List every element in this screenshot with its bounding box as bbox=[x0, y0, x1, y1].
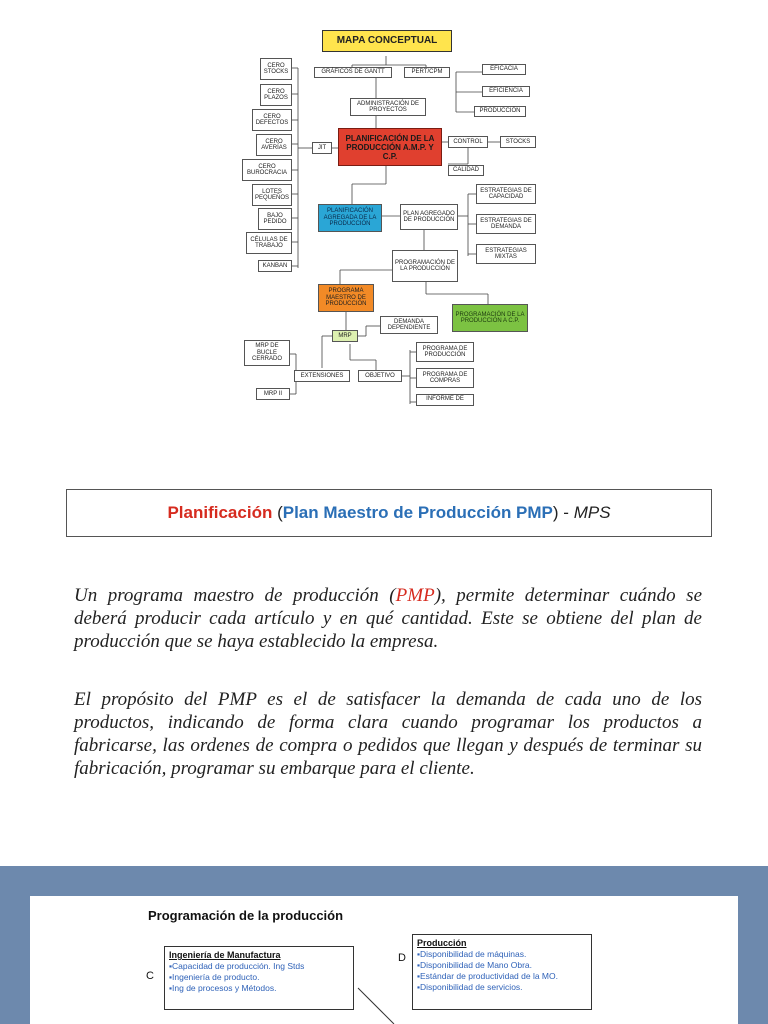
jit-item-kanban: KANBAN bbox=[258, 260, 292, 272]
manufactura-header: Ingeniería de Manufactura bbox=[169, 950, 281, 960]
heading-planificacion: Planificación bbox=[167, 503, 273, 522]
programa-produccion-node: PROGRAMA DE PRODUCCIÓN bbox=[416, 342, 474, 362]
slide-title: Programación de la producción bbox=[148, 908, 344, 923]
estrategias-demanda-node: ESTRATEGIAS DE DEMANDA bbox=[476, 214, 536, 234]
section-heading bbox=[66, 489, 712, 537]
manufactura-item: ▪Capacidad de producción. Ing Stds bbox=[169, 961, 305, 971]
demanda-dependiente-node: DEMANDA DEPENDIENTE bbox=[380, 316, 438, 334]
jit-node: JIT bbox=[312, 142, 332, 154]
heading-close-paren: ) - bbox=[552, 503, 574, 522]
plan-agregada-node: PLANIFICACIÓN AGREGADA DE LA PRODUCCIÓN bbox=[318, 204, 382, 232]
paragraph-definition bbox=[74, 584, 702, 653]
eficacia-node: EFICACIA bbox=[482, 64, 526, 75]
gantt-node: GRÁFICOS DE GANTT bbox=[314, 67, 392, 78]
concept-map-title: MAPA CONCEPTUAL bbox=[322, 30, 452, 52]
pmp-highlight: PMP bbox=[395, 585, 435, 606]
produccion-node: PRODUCCIÓN bbox=[474, 106, 526, 117]
jit-item-cero-defectos: CERO DEFECTOS bbox=[252, 109, 292, 131]
center-node: PLANIFICACIÓN DE LA PRODUCCIÓN A.M.P. Y C.P. bbox=[338, 128, 442, 166]
programa-compras-node: PROGRAMA DE COMPRAS bbox=[416, 368, 474, 388]
manufactura-box bbox=[164, 946, 354, 1010]
objetivo-node: OBJETIVO bbox=[358, 370, 402, 382]
estrategias-capacidad-node: ESTRATEGIAS DE CAPACIDAD bbox=[476, 184, 536, 204]
plan-agregado-node: PLAN AGREGADO DE PRODUCCIÓN bbox=[400, 204, 458, 230]
heading-mps: MPS bbox=[573, 503, 611, 522]
label-d: D bbox=[398, 952, 406, 964]
concept-map bbox=[226, 24, 556, 406]
mrp-ii-node: MRP II bbox=[256, 388, 290, 400]
manufactura-item: ▪Ing de procesos y Métodos. bbox=[169, 983, 277, 993]
produccion-item: ▪Disponibilidad de máquinas. bbox=[417, 949, 527, 959]
jit-item-cero-stocks: CERO STOCKS bbox=[260, 58, 292, 80]
heading-open-paren: ( bbox=[272, 503, 283, 522]
paragraph-definition-end: ), permite determinar cuándo se deberá producir cada artículo y en qué cantidad. Este se obtiene del plan de producción que se haya establecido la empresa. bbox=[74, 585, 702, 652]
pert-node: PERT/CPM bbox=[404, 67, 450, 78]
mrp-bucle-cerrado-node: MRP DE BUCLE CERRADO bbox=[244, 340, 290, 366]
jit-item-cero-averias: CERO AVERÍAS bbox=[256, 134, 292, 156]
label-c: C bbox=[146, 970, 154, 982]
jit-item-celulas-trabajo: CÉLULAS DE TRABAJO bbox=[246, 232, 292, 254]
manufactura-item: ▪Ingeniería de producto. bbox=[169, 972, 260, 982]
pmp-node: PROGRAMA MAESTRO DE PRODUCCIÓN bbox=[318, 284, 374, 312]
slide-connector bbox=[354, 986, 414, 1024]
extensiones-node: EXTENSIONES bbox=[294, 370, 350, 382]
admin-proyectos-node: ADMINISTRACIÓN DE PROYECTOS bbox=[350, 98, 426, 116]
jit-item-bajo-pedido: BAJO PEDIDO bbox=[258, 208, 292, 230]
produccion-item: ▪Disponibilidad de Mano Obra. bbox=[417, 960, 532, 970]
programacion-produccion-node: PROGRAMACIÓN DE LA PRODUCCIÓN bbox=[392, 250, 458, 282]
produccion-box bbox=[412, 934, 592, 1010]
heading-plan-maestro: Plan Maestro de Producción PMP bbox=[282, 503, 553, 522]
paragraph-definition-start: Un programa maestro de producción ( bbox=[74, 585, 396, 606]
mrp-node: MRP bbox=[332, 330, 358, 342]
slide-panel bbox=[30, 896, 738, 1024]
informe-node: INFORME DE bbox=[416, 394, 474, 406]
calidad-node: CALIDAD bbox=[448, 165, 484, 176]
stocks-node: STOCKS bbox=[500, 136, 536, 148]
produccion-item: ▪Disponibilidad de servicios. bbox=[417, 982, 523, 992]
jit-item-lotes-pequenos: LOTES PEQUEÑOS bbox=[252, 184, 292, 206]
control-node: CONTROL bbox=[448, 136, 488, 148]
produccion-item: ▪Estándar de productividad de la MO. bbox=[417, 971, 558, 981]
jit-item-cero-plazos: CERO PLAZOS bbox=[260, 84, 292, 106]
jit-item-cero-burocracia: CERO BUROCRACIA bbox=[242, 159, 292, 181]
paragraph-purpose: El propósito del PMP es el de satisfacer la demanda de cada uno de los productos, indicando de forma clara cuando programar los productos a fabricarse, las ordenes de compra o pedidos que llegan y después de terminar su fabricación, programar su embarque para el cliente. bbox=[74, 689, 702, 779]
programacion-cp-node: PROGRAMACIÓN DE LA PRODUCCIÓN A C.P. bbox=[452, 304, 528, 332]
eficiencia-node: EFICIENCIA bbox=[482, 86, 530, 97]
estrategias-mixtas-node: ESTRATEGIAS MIXTAS bbox=[476, 244, 536, 264]
produccion-header: Producción bbox=[417, 938, 467, 948]
